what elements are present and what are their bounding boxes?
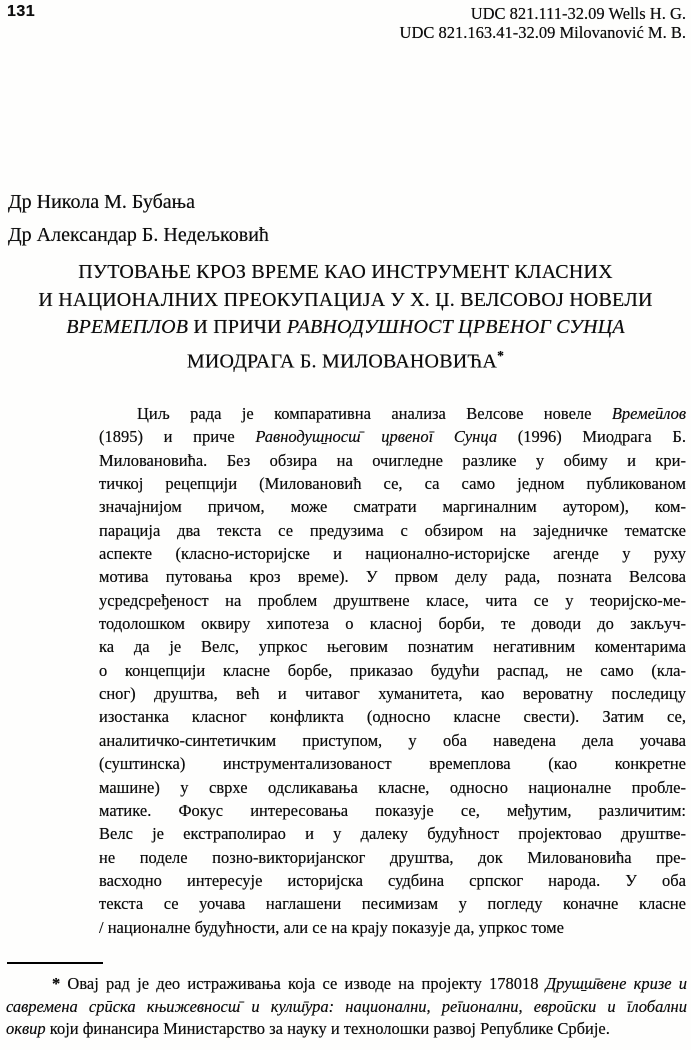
text-line <box>99 892 686 915</box>
text-segment: машине) у сврхе одсликавања класне, односно националне пробле- <box>99 777 686 797</box>
text-segment: (1895) и приче <box>99 427 256 447</box>
text-segment: усредсређеност на проблем друштвене класе, чита се у теоријско-ме- <box>99 590 686 610</box>
footnote-separator <box>7 962 103 964</box>
text-line <box>99 822 686 845</box>
italic-text-segment: РАВНОДУШНОСТ ЦРВЕНОГ СУНЦА <box>286 316 625 338</box>
text-segment: значајнијом причом, може сматрати маргиналним аутором), ком- <box>99 497 686 517</box>
text-line <box>99 635 686 658</box>
italic-text-segment: савремена срūска књижевносш̄ и кулш̄ура: национални, реīионални, евроūски и īлобални <box>6 996 687 1016</box>
udc-line-1: UDC 821.111-32.09 Wells H. G. <box>470 4 686 23</box>
italic-text-segment: Друш̱ш̄вене кризе и <box>545 974 687 993</box>
text-segment: сног) друштва, већ и читавог хуманитета, као вероватну последицу <box>99 684 686 704</box>
text-line <box>6 996 687 1019</box>
text-segment: И НАЦИОНАЛНИХ ПРЕОКУПАЦИЈА У Х. Џ. ВЕЛСОВОЈ НОВЕЛИ <box>38 288 653 311</box>
text-line <box>99 776 686 799</box>
text-line <box>99 682 686 705</box>
text-line <box>99 612 686 635</box>
italic-text-segment: оквир <box>6 1019 46 1039</box>
text-segment: о концепцији класне борбе, приказао будући распад, не само (кла- <box>99 660 686 680</box>
text-line <box>99 472 686 495</box>
text-segment: аналитичко-синтетичким приступом, у оба наведена дела уочава <box>99 730 686 750</box>
text-segment: Миловановића. Без обзира на очигледне разлике у обиму и кри- <box>99 450 686 470</box>
text-line <box>99 705 686 728</box>
page-number: 131 <box>7 3 36 20</box>
text-segment: И ПРИЧИ <box>188 316 287 338</box>
text-line <box>99 519 686 542</box>
italic-text-segment: Равнодуш̱носш̄ црвеноī Сунца <box>255 427 498 447</box>
text-line <box>0 314 691 342</box>
text-line <box>99 495 686 518</box>
author-line-2: Др Александар Б. Недељковић <box>8 224 269 246</box>
text-line <box>99 846 686 869</box>
text-segment: Овај рад је део истраживања која се изводе на пројекту 178018 <box>67 974 546 993</box>
text-segment: (суштинска) инструментализованост времеплова (као конкретне <box>99 754 686 774</box>
text-line <box>99 916 686 939</box>
text-segment: тодолошком оквиру хипотеза о класној борби, те доводи до закључ- <box>99 614 686 634</box>
footnote-paragraph <box>6 973 687 1041</box>
text-line <box>0 342 691 376</box>
footnote-asterisk: * <box>497 347 505 363</box>
udc-block <box>400 5 686 42</box>
text-segment: који финансира Министарство за науку и технолошки развој Републике Србије. <box>45 1019 610 1039</box>
text-line <box>99 449 686 472</box>
italic-text-segment: Времеūлов <box>611 404 686 423</box>
text-segment: МИОДРАГА Б. МИЛОВАНОВИЋА <box>186 350 498 373</box>
article-title <box>0 259 691 376</box>
text-segment: / националне будућности, али се на крају показује да, упркос томе <box>99 917 564 937</box>
text-line <box>0 259 691 287</box>
abstract-paragraph <box>99 402 686 939</box>
text-segment: матике. Фокус интересовања показује се, међутим, различитим: <box>99 800 686 820</box>
text-segment: васходно интересује историјска судбина српског народа. У оба <box>99 870 686 890</box>
text-line <box>99 752 686 775</box>
text-segment: изостанка класног конфликта (односно класне свести). Затим се, <box>99 707 686 727</box>
italic-text-segment: ВРЕМЕПЛОВ <box>66 316 189 338</box>
text-segment: (1996) Миодрага Б. <box>497 427 686 447</box>
text-segment: аспекте (класно-историјске и национално-историјске агенде у руху <box>99 544 686 564</box>
udc-line-2: UDC 821.163.41-32.09 Milovanović M. B. <box>399 22 686 42</box>
text-segment: не поделе позно-викторијанског друштва, док Миловановића пре- <box>99 847 686 867</box>
text-segment: * <box>52 974 68 993</box>
text-line <box>99 799 686 822</box>
text-segment: текста се уочава наглашени песимизам у погледу коначне класне <box>99 894 686 914</box>
text-segment: мотива путовања кроз време). У првом делу рада, позната Велсова <box>99 567 686 587</box>
text-segment: Велс је екстраполирао и у далеку будућност пројектовао друштве- <box>99 824 686 844</box>
author-line-1: Др Никола М. Бубања <box>8 191 195 213</box>
text-line <box>99 402 686 425</box>
text-line <box>99 869 686 892</box>
text-line <box>99 542 686 565</box>
text-line <box>99 659 686 682</box>
text-segment: ПУТОВАЊЕ КРОЗ ВРЕМЕ КАО ИНСТРУМЕНТ КЛАСНИХ <box>78 261 613 283</box>
text-segment: тичкој рецепцији (Миловановић се, са само једном публикованом <box>99 474 686 494</box>
text-line <box>6 1018 687 1041</box>
text-line <box>0 287 691 315</box>
text-line <box>99 589 686 612</box>
text-line <box>99 729 686 752</box>
text-segment: парација два текста се предузима с обзиром на заједничке тематске <box>99 520 686 540</box>
text-line <box>99 565 686 588</box>
text-segment: Циљ рада је компаративна анализа Велсове новеле <box>137 404 612 423</box>
text-line <box>99 425 686 448</box>
text-line <box>6 973 687 996</box>
text-segment: ка да је Велс, упркос његовим познатим негативним коментарима <box>99 637 686 657</box>
authors-block <box>8 186 269 252</box>
